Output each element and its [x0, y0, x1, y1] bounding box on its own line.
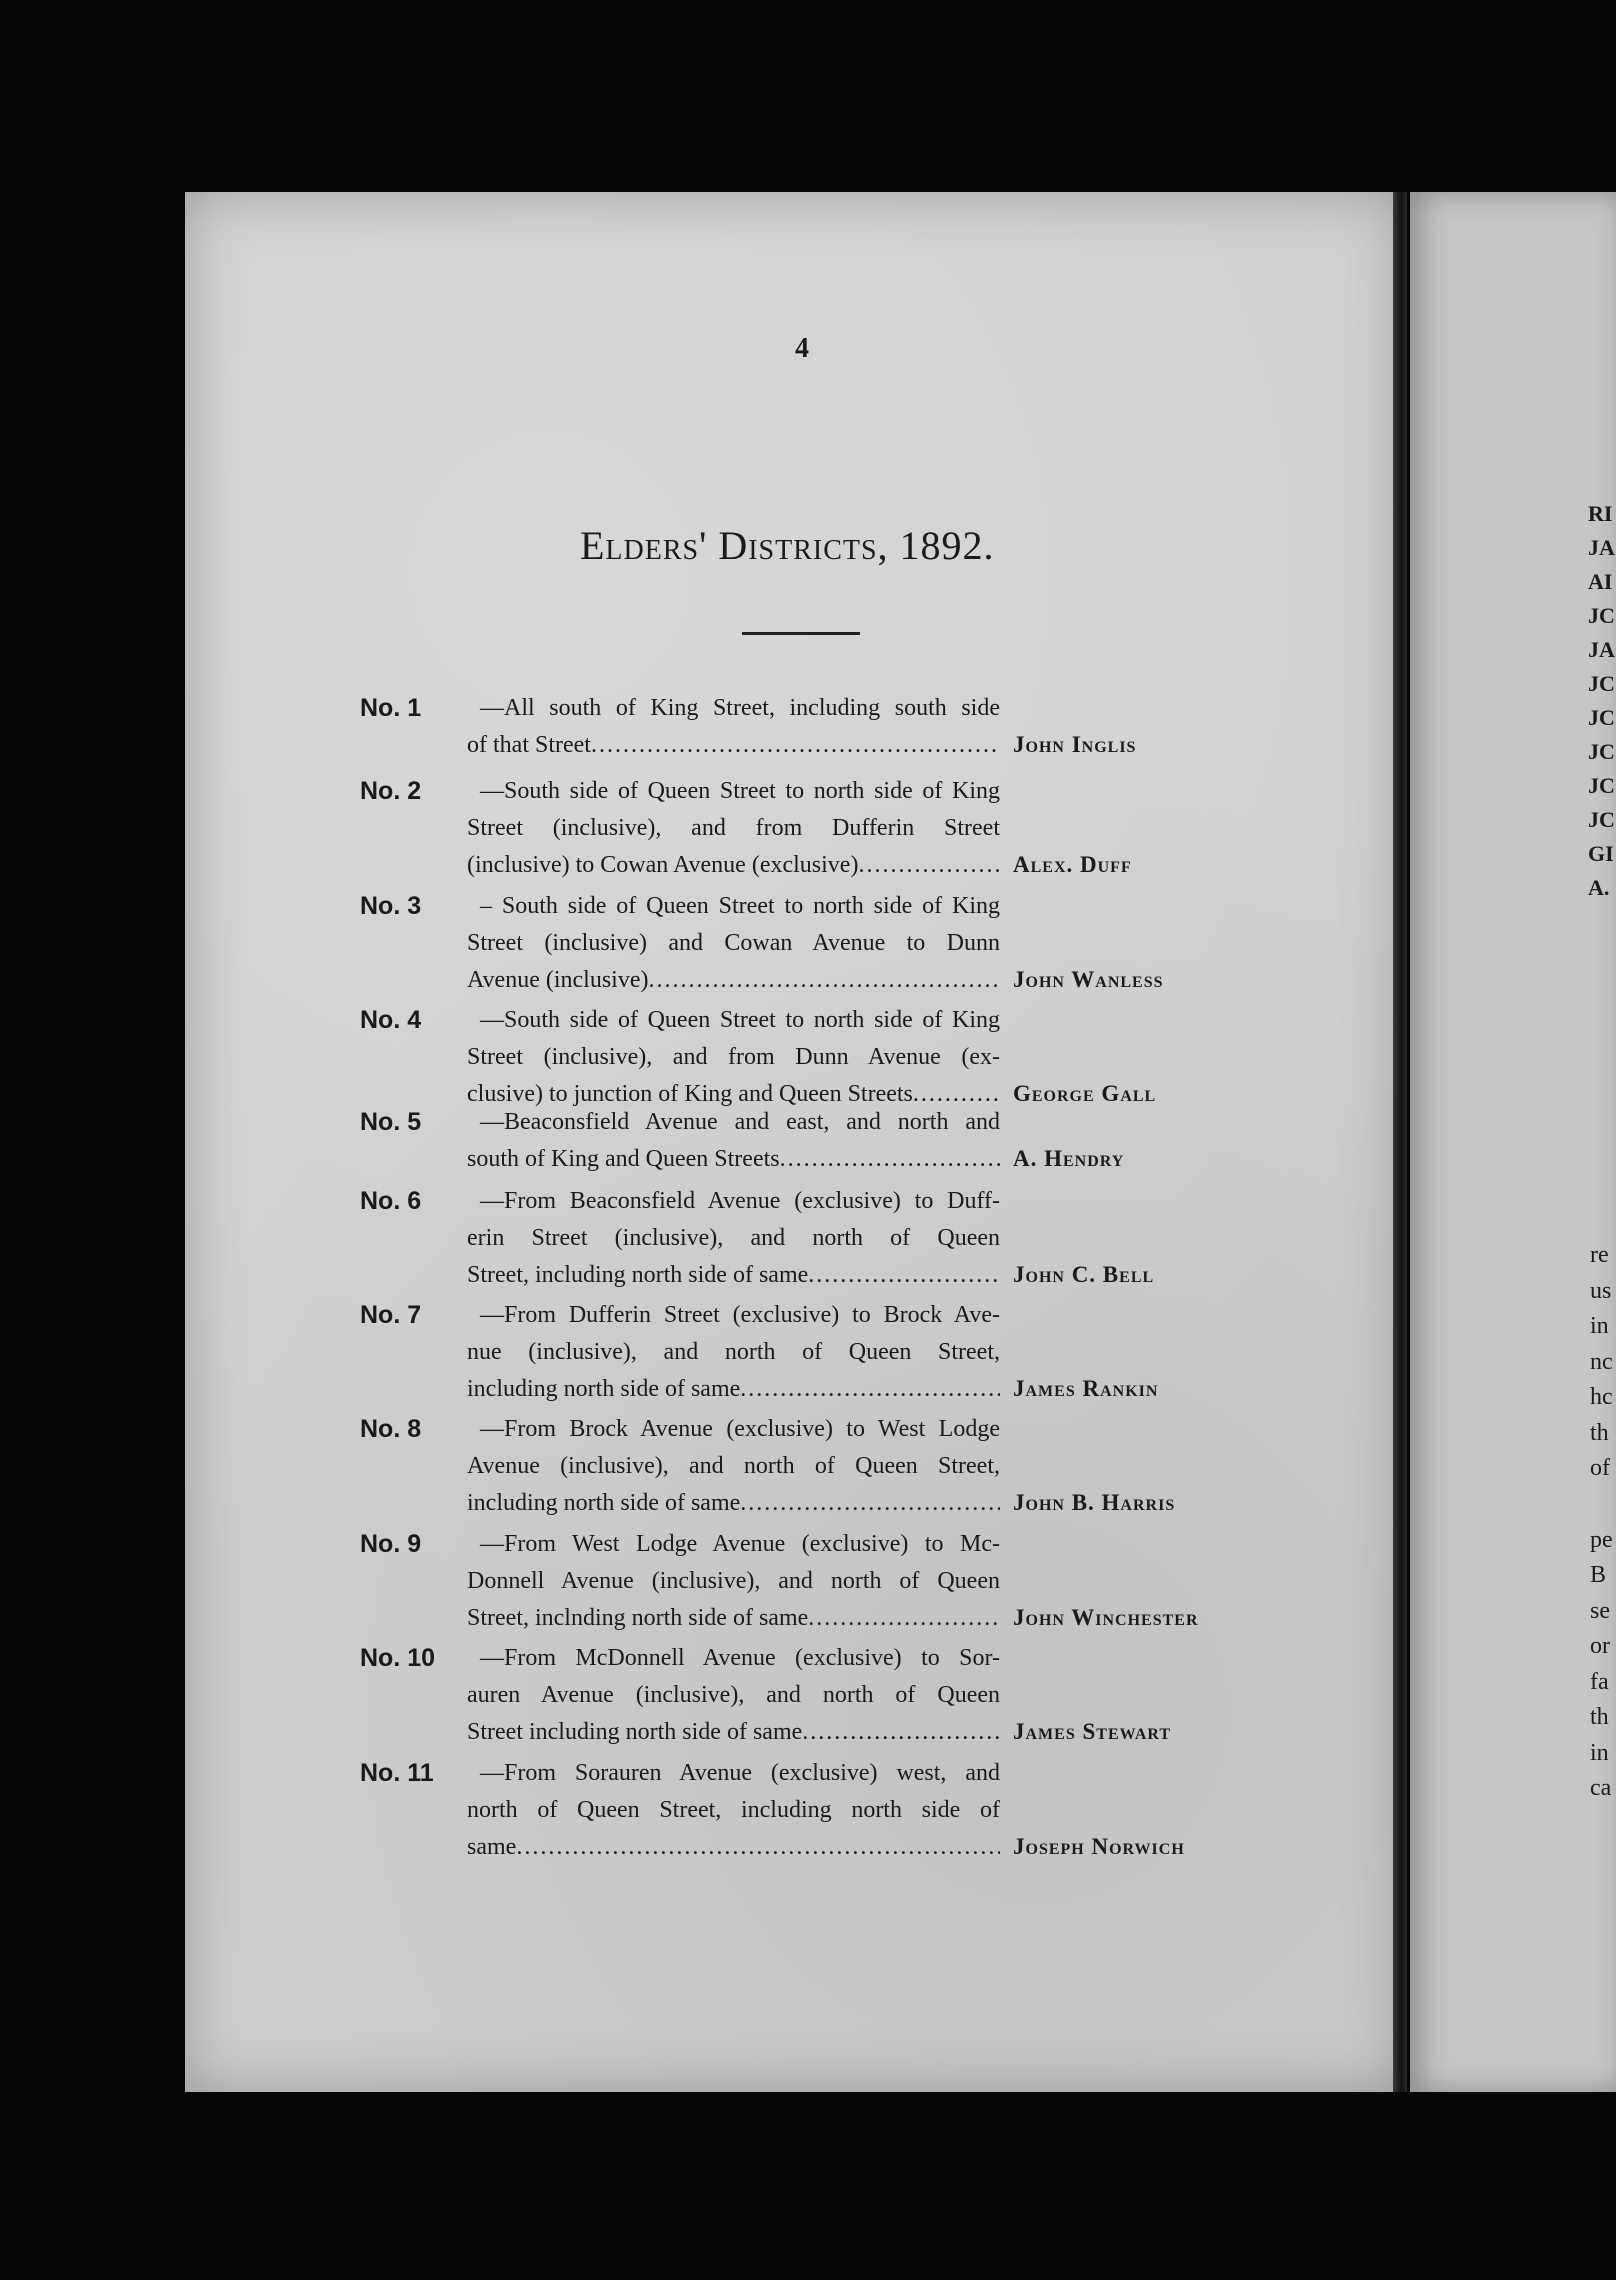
elder-name: John Winchester: [1013, 1605, 1199, 1630]
district-description-text: (inclusive) to Cowan Avenue (exclusive): [467, 852, 859, 878]
facing-fragment-line: JC: [1588, 807, 1615, 832]
facing-fragment-line: th: [1590, 1419, 1609, 1446]
facing-page-names-fragment: [1588, 497, 1615, 905]
leader-dots: [649, 962, 1001, 998]
district-description-line: Street (inclusive), and from Dunn Avenue (ex-: [467, 1044, 1000, 1070]
district-description-line: —Beaconsfield Avenue and east, and north and: [480, 1109, 1000, 1135]
elder-name: Joseph Norwich: [1013, 1834, 1185, 1859]
elder-name: James Rankin: [1013, 1376, 1159, 1401]
elder-name: John Inglis: [1013, 732, 1137, 757]
facing-fragment-line: in: [1590, 1313, 1609, 1339]
facing-fragment-line: JC: [1588, 739, 1615, 764]
district-description-text: including north side of same: [467, 1490, 741, 1516]
facing-fragment-line: JA: [1588, 535, 1615, 560]
district-description-line: Street (inclusive) and Cowan Avenue to Dunn: [467, 930, 1000, 956]
facing-fragment-line: JC: [1588, 671, 1615, 696]
district-description-line: Avenue (inclusive), and north of Queen Street,: [467, 1453, 1000, 1479]
district-number: No. 9: [360, 1530, 422, 1558]
facing-fragment-line: JC: [1588, 705, 1615, 730]
district-number: No. 4: [360, 1006, 422, 1034]
facing-fragment-line: fa: [1590, 1668, 1609, 1695]
district-description-line: —From Beaconsfield Avenue (exclusive) to Duff-: [480, 1188, 1000, 1214]
facing-fragment-line: hc: [1590, 1384, 1613, 1410]
leader-dots: [808, 1600, 1000, 1636]
district-description-line: —South side of Queen Street to north side of King: [480, 1007, 1000, 1033]
district-description-line: [467, 1829, 1000, 1865]
facing-fragment-line: pe: [1590, 1526, 1613, 1553]
facing-fragment-line: ca: [1590, 1775, 1612, 1801]
district-description-line: [467, 1257, 1000, 1293]
district-number: No. 1: [360, 694, 422, 722]
title-rule: [742, 632, 860, 635]
district-description-line: [467, 727, 1000, 763]
district-number: No. 3: [360, 892, 422, 920]
page-number: 4: [795, 333, 809, 364]
district-description-text: clusive) to junction of King and Queen Streets: [467, 1081, 913, 1107]
elder-name: George Gall: [1013, 1081, 1157, 1106]
facing-fragment-line: GI: [1588, 841, 1614, 866]
page-gutter: [1393, 192, 1407, 2092]
district-description-line: erin Street (inclusive), and north of Queen: [467, 1225, 1000, 1251]
district-description-line: [467, 1141, 1000, 1177]
district-description-line: —All south of King Street, including south side: [480, 695, 1000, 721]
district-description-text: south of King and Queen Streets: [467, 1146, 780, 1172]
facing-fragment-line: RI: [1588, 501, 1613, 526]
district-description-line: —From West Lodge Avenue (exclusive) to Mc-: [480, 1531, 1000, 1557]
leader-dots: [516, 1829, 1000, 1865]
district-description-line: [467, 962, 1000, 998]
district-description-text: Avenue (inclusive): [467, 967, 649, 993]
district-description-line: Donnell Avenue (inclusive), and north of Queen: [467, 1568, 1000, 1594]
district-description-text: Street including north side of same: [467, 1719, 803, 1745]
district-description-line: Street (inclusive), and from Dufferin Street: [467, 815, 1000, 841]
elder-name: Alex. Duff: [1013, 852, 1132, 877]
facing-fragment-line: A.: [1588, 875, 1610, 900]
district-number: No. 6: [360, 1187, 422, 1215]
district-description-line: —From Brock Avenue (exclusive) to West Lodge: [480, 1416, 1000, 1442]
district-description-line: [467, 847, 1000, 883]
district-number: No. 8: [360, 1415, 422, 1443]
district-description-line: [467, 1485, 1000, 1521]
facing-fragment-line: re: [1590, 1242, 1609, 1268]
district-description-text: of that Street: [467, 732, 591, 758]
facing-fragment-line: of: [1590, 1455, 1610, 1481]
facing-fragment-line: B: [1590, 1562, 1607, 1588]
district-description-line: auren Avenue (inclusive), and north of Queen: [467, 1682, 1000, 1708]
district-description-text: Street, including north side of same: [467, 1262, 809, 1288]
elder-name: John Wanless: [1013, 967, 1164, 992]
page-title: Elders' Districts, 1892.: [580, 523, 995, 568]
district-description-line: —From Sorauren Avenue (exclusive) west, and: [480, 1760, 1000, 1786]
facing-fragment-line: us: [1590, 1277, 1612, 1304]
facing-fragment-line: JC: [1588, 603, 1615, 628]
facing-fragment-line: JA: [1588, 637, 1615, 662]
elder-name: James Stewart: [1013, 1719, 1172, 1744]
facing-page-text-fragment: [1590, 1238, 1613, 1807]
district-description-text: same: [467, 1834, 517, 1860]
district-description-line: – South side of Queen Street to north side of King: [480, 893, 1000, 919]
district-number: No. 10: [360, 1644, 436, 1672]
facing-fragment-line: or: [1590, 1633, 1610, 1659]
facing-page: [1410, 192, 1616, 2092]
district-description-line: [467, 1600, 1000, 1636]
leader-dots: [802, 1714, 1000, 1750]
facing-fragment-line: nc: [1590, 1348, 1613, 1375]
district-description-line: —South side of Queen Street to north side of King: [480, 778, 1000, 804]
district-description-line: —From Dufferin Street (exclusive) to Brock Ave-: [480, 1302, 1000, 1328]
facing-fragment-line: AI: [1588, 569, 1613, 594]
district-number: No. 5: [360, 1108, 422, 1136]
district-description-line: [467, 1371, 1000, 1407]
district-number: No. 11: [360, 1759, 434, 1787]
district-description-line: nue (inclusive), and north of Queen Street,: [467, 1339, 1000, 1365]
facing-fragment-line: JC: [1588, 773, 1615, 798]
district-description-text: including north side of same: [467, 1376, 741, 1402]
facing-fragment-line: th: [1590, 1704, 1609, 1730]
elder-name: John C. Bell: [1013, 1262, 1155, 1287]
elder-name: A. Hendry: [1013, 1146, 1125, 1171]
district-description-text: Street, inclnding north side of same: [467, 1605, 809, 1631]
leader-dots: [591, 727, 1000, 763]
leader-dots: [740, 1485, 1000, 1521]
district-description-line: —From McDonnell Avenue (exclusive) to Sor-: [480, 1645, 1000, 1671]
elder-name: John B. Harris: [1013, 1490, 1176, 1515]
district-number: No. 7: [360, 1301, 422, 1329]
facing-fragment-line: in: [1590, 1739, 1609, 1766]
leader-dots: [808, 1257, 1000, 1293]
district-number: No. 2: [360, 777, 422, 805]
leader-dots: [780, 1141, 1000, 1177]
facing-fragment-line: se: [1590, 1597, 1610, 1624]
district-description-line: north of Queen Street, including north side of: [467, 1797, 1000, 1823]
leader-dots: [740, 1371, 1000, 1407]
district-description-line: [467, 1714, 1000, 1750]
leader-dots: [858, 847, 1000, 883]
